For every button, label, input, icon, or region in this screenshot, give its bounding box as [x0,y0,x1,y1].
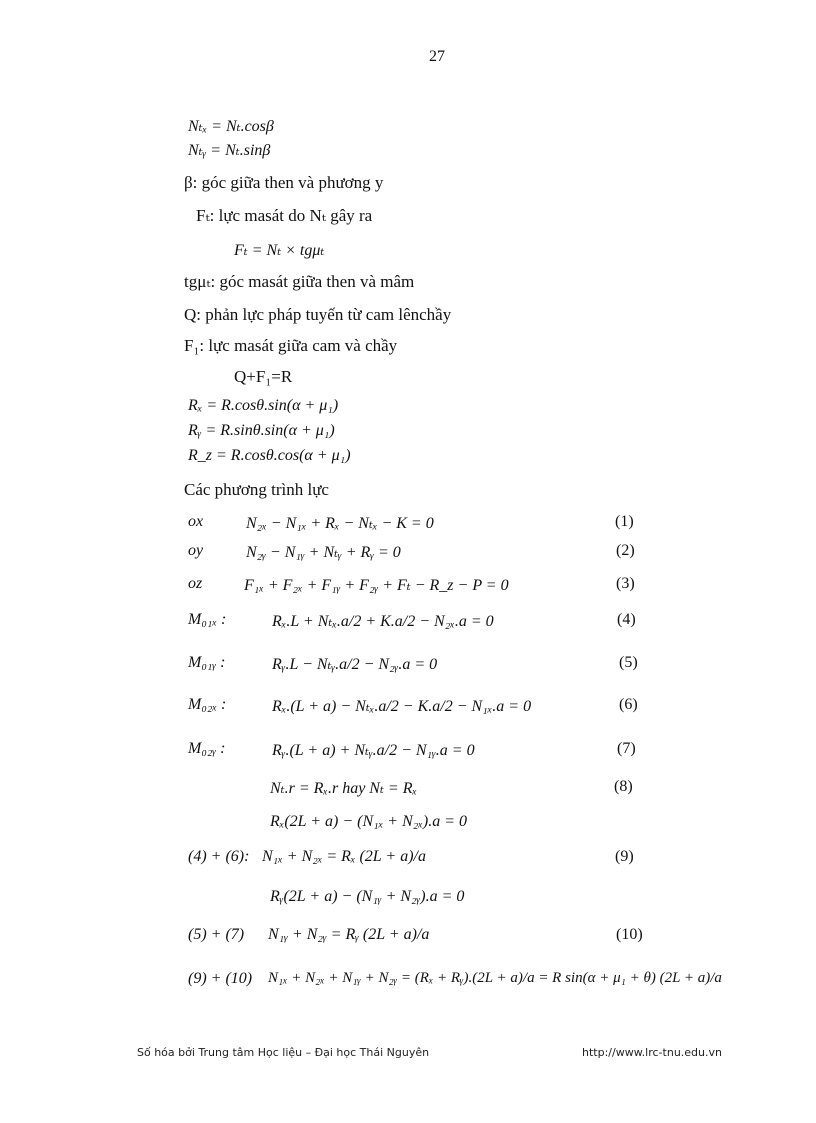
equation-expr: Nₜ.r = Rₓ.r hay Nₜ = Rₓ [270,780,418,797]
f1-definition: F₁: lực masát giữa cam và chầy [184,336,398,355]
equation-label: M₀₂ᵧ : [188,740,226,757]
derivation-expr-9: N₁ₓ + N₂ₓ = Rₓ (2L + a)/a [262,848,426,865]
equation-label: M₀₁ₓ : [188,611,227,628]
equation-label: oz [188,575,203,592]
derivation-label-9: (4) + (6): [188,848,250,865]
derivation-label-sum: (9) + (10) [188,970,253,987]
equation-q-f1-r: Q+F₁=R [234,367,293,386]
equation-number: (1) [615,513,634,530]
section-title-text: Các phương trình lực [184,480,329,499]
equation-number: (8) [614,778,633,795]
footer-source: Số hóa bởi Trung tâm Học liệu – Đại học Thái Nguyên [137,1046,430,1059]
equation-number: (6) [619,696,638,713]
equation-number: (3) [616,575,635,592]
equation-expr: Rₓ.L + Nₜₓ.a/2 + K.a/2 − N₂ₓ.a = 0 [272,613,494,630]
equation-ft: Fₜ = Nₜ × tgμₜ [234,242,325,259]
equation-number: (10) [616,926,643,943]
equation-expr: F₁ₓ + F₂ₓ + F₁ᵧ + F₂ᵧ + Fₜ − R_z − P = 0 [244,577,509,594]
equation-expr: Rᵧ.L − Nₜᵧ.a/2 − N₂ᵧ.a = 0 [272,656,438,673]
q-definition: Q: phản lực pháp tuyến từ cam lênchầy [184,305,452,324]
beta-definition: β: góc giữa then và phương y [184,173,384,192]
equation-label: M₀₂ₓ : [188,696,227,713]
ft-definition: Fₜ: lực masát do Nₜ gây ra [196,206,373,225]
equation-label: oy [188,542,204,559]
tgmu-definition: tgμₜ: góc masát giữa then và mâm [184,272,415,291]
equation-rx: Rₓ = R.cosθ.sin(α + μ₁) [188,397,339,414]
equation-number: (4) [617,611,636,628]
derivation-line-a: Rₓ(2L + a) − (N₁ₓ + N₂ₓ).a = 0 [270,813,467,830]
equation-number: (5) [619,654,638,671]
equation-number: (9) [615,848,634,865]
equation-ry: Rᵧ = R.sinθ.sin(α + μ₁) [188,422,335,439]
page-number: 27 [429,48,445,65]
derivation-line-b: Rᵧ(2L + a) − (N₁ᵧ + N₂ᵧ).a = 0 [270,888,465,905]
equation-ntx: Nₜₓ = Nₜ.cosβ [188,118,274,135]
equation-expr: N₂ₓ − N₁ₓ + Rₓ − Nₜₓ − K = 0 [246,515,434,532]
equation-expr: Rᵧ.(L + a) + Nₜᵧ.a/2 − N₁ᵧ.a = 0 [272,742,475,759]
derivation-expr-sum: N₁ₓ + N₂ₓ + N₁ᵧ + N₂ᵧ = (Rₓ + Rᵧ).(2L + a)/a = R sin(α + μ₁ + θ) (2L + a)/a [268,970,722,986]
equation-nty: Nₜᵧ = Nₜ.sinβ [188,142,271,159]
equation-expr: N₂ᵧ − N₁ᵧ + Nₜᵧ + Rᵧ = 0 [246,544,401,561]
equation-rz: R_z = R.cosθ.cos(α + μ₁) [188,447,351,464]
equation-label: ox [188,513,204,530]
equation-number: (2) [616,542,635,559]
equation-expr: Rₓ.(L + a) − Nₜₓ.a/2 − K.a/2 − N₁ₓ.a = 0 [272,698,532,715]
footer-url[interactable]: http://www.lrc-tnu.edu.vn [582,1046,722,1059]
equation-number: (7) [617,740,636,757]
derivation-expr-10: N₁ᵧ + N₂ᵧ = Rᵧ (2L + a)/a [268,926,430,943]
equation-label: M₀₁ᵧ : [188,654,226,671]
derivation-label-10: (5) + (7) [188,926,245,943]
